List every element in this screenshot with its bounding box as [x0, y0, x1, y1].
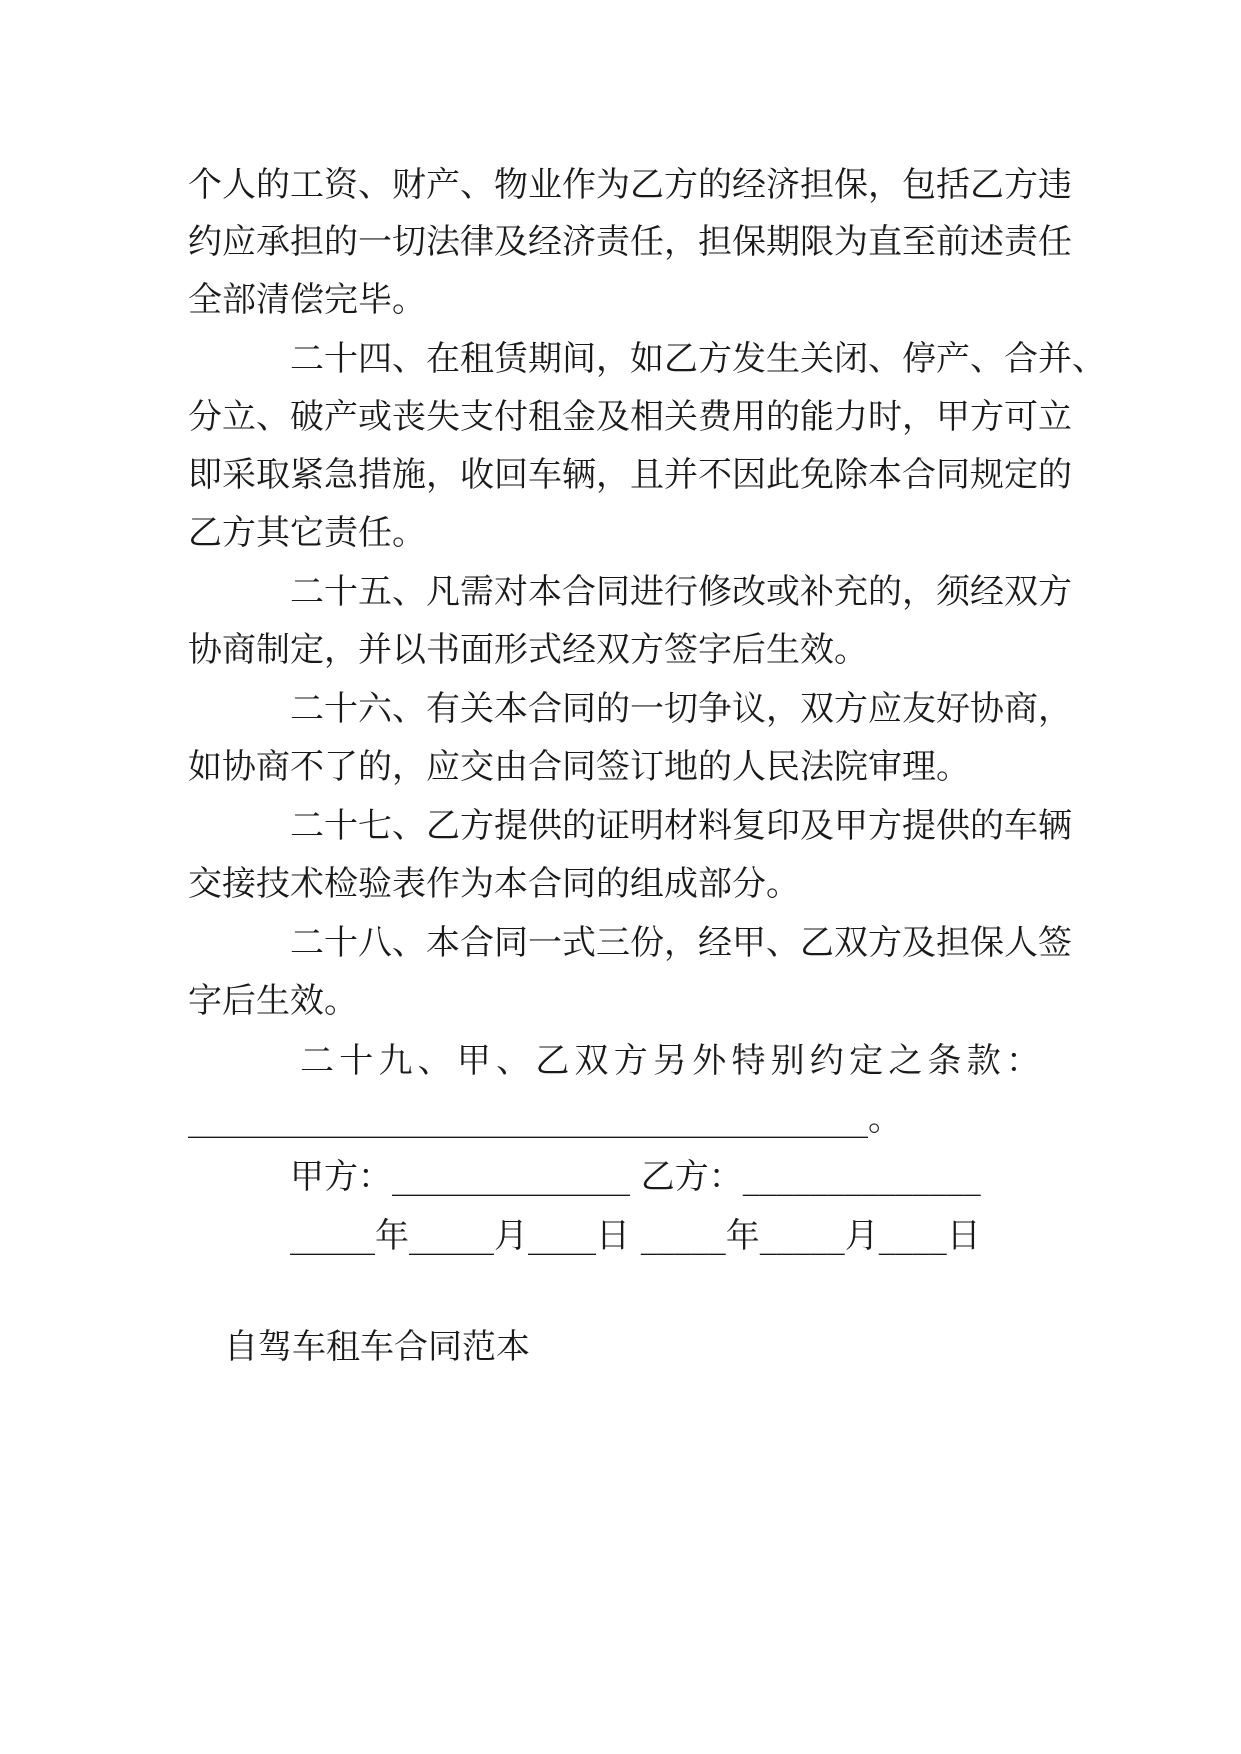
paragraph-29-blank-line: ________________________________________。	[188, 1099, 902, 1139]
paragraph-24-line-1: 二十四、在租赁期间，如乙方发生关闭、停产、合并、	[290, 339, 1106, 379]
paragraph-23-line-2: 约应承担的一切法律及经济责任，担保期限为直至前述责任	[188, 222, 1072, 262]
paragraph-25-line-1: 二十五、凡需对本合同进行修改或补充的，须经双方	[290, 572, 1072, 612]
footer-title: 自驾车租车合同范本	[224, 1327, 530, 1367]
paragraph-27-line-1: 二十七、乙方提供的证明材料复印及甲方提供的车辆	[290, 806, 1072, 846]
paragraph-26-line-2: 如协商不了的，应交由合同签订地的人民法院审理。	[188, 747, 970, 787]
signature-dates-line: _____年_____月____日 _____年_____月____日	[290, 1216, 981, 1256]
paragraph-29-line-1: 二十九、甲、乙双方另外特别约定之条款：	[300, 1041, 1040, 1081]
paragraph-23-line-1: 个人的工资、财产、物业作为乙方的经济担保，包括乙方违	[188, 165, 1072, 205]
paragraph-23-line-3: 全部清偿完毕。	[188, 280, 426, 320]
paragraph-25-line-2: 协商制定，并以书面形式经双方签字后生效。	[188, 630, 868, 670]
paragraph-24-line-2: 分立、破产或丧失支付租金及相关费用的能力时，甲方可立	[188, 397, 1072, 437]
signature-parties-line: 甲方：______________ 乙方：______________	[290, 1157, 981, 1197]
paragraph-28-line-2: 字后生效。	[188, 981, 358, 1021]
paragraph-26-line-1: 二十六、有关本合同的一切争议，双方应友好协商，	[290, 689, 1072, 729]
paragraph-24-line-4: 乙方其它责任。	[188, 513, 426, 553]
paragraph-27-line-2: 交接技术检验表作为本合同的组成部分。	[188, 864, 800, 904]
paragraph-24-line-3: 即采取紧急措施，收回车辆，且并不因此免除本合同规定的	[188, 455, 1072, 495]
paragraph-28-line-1: 二十八、本合同一式三份，经甲、乙双方及担保人签	[290, 923, 1072, 963]
